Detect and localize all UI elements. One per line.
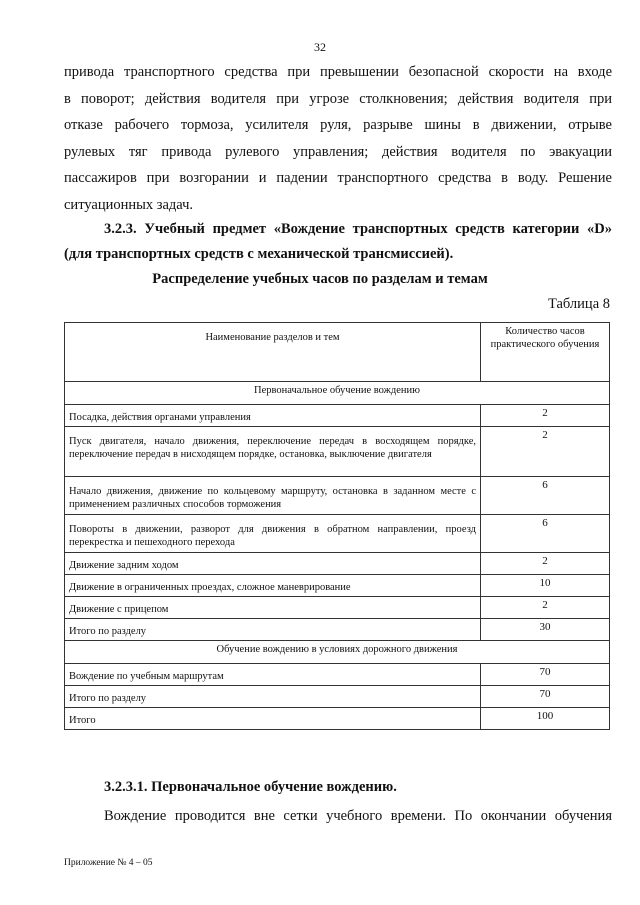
topic-name: Посадка, действия органами управления bbox=[65, 405, 481, 427]
topic-name: Движение задним ходом bbox=[65, 553, 481, 575]
subject-heading-line: (для транспортных средств с механической трансмиссией). bbox=[64, 246, 454, 262]
table-row bbox=[65, 477, 610, 515]
topic-hours: 70 bbox=[481, 686, 610, 708]
final-paragraph bbox=[64, 803, 612, 830]
section-title: Обучение вождению в условиях дорожного движения bbox=[65, 641, 610, 664]
topic-name: Пуск двигателя, начало движения, переключение передач в восходящем порядке, переключение передач в нисходящем порядке, остановка, выключение двигателя bbox=[65, 427, 481, 477]
intro-line: пассажиров при возгорании и падении транспортного средства в воду. Решение bbox=[64, 170, 612, 186]
hours-table bbox=[64, 322, 610, 730]
intro-line: в поворот; действия водителя при угрозе столкновения; действия водителя при bbox=[64, 90, 612, 107]
table-row bbox=[65, 686, 610, 708]
table-row bbox=[65, 515, 610, 553]
table-row bbox=[65, 619, 610, 641]
intro-line: привода транспортного средства при превышении безопасной скорости на входе bbox=[64, 64, 612, 80]
table-number: Таблица 8 bbox=[547, 296, 610, 312]
intro-paragraph bbox=[64, 59, 612, 218]
topic-hours: 70 bbox=[481, 664, 610, 686]
section-row bbox=[65, 641, 610, 664]
topic-hours: 6 bbox=[481, 477, 610, 515]
topic-name: Движение с прицепом bbox=[65, 597, 481, 619]
topic-hours: 2 bbox=[481, 597, 610, 619]
table-row bbox=[65, 405, 610, 427]
topic-name: Итого по разделу bbox=[65, 619, 481, 641]
table-row bbox=[65, 708, 610, 730]
header-name-cell: Наименование разделов и тем bbox=[65, 323, 481, 382]
topic-name: Вождение по учебным маршрутам bbox=[65, 664, 481, 686]
topic-hours: 2 bbox=[481, 553, 610, 575]
table-caption: Распределение учебных часов по разделам и темам bbox=[152, 271, 488, 287]
header-hours-cell: Количество часов практического обучения bbox=[481, 323, 610, 382]
topic-hours: 100 bbox=[481, 708, 610, 730]
topic-name: Итого bbox=[65, 708, 481, 730]
topic-name: Начало движения, движение по кольцевому маршруту, остановка в заданном месте с применением различных способов торможения bbox=[65, 477, 481, 515]
table-row bbox=[65, 553, 610, 575]
footer-note: Приложение № 4 – 05 bbox=[64, 858, 153, 868]
intro-line: отказе рабочего тормоза, усилителя руля, разрыве шины в движении, отрыве bbox=[64, 117, 612, 133]
subject-heading bbox=[64, 217, 612, 267]
subsection-heading: 3.2.3.1. Первоначальное обучение вождению. bbox=[104, 779, 397, 795]
table-header-row bbox=[65, 323, 610, 382]
table-row bbox=[65, 575, 610, 597]
table-row bbox=[65, 664, 610, 686]
topic-name: Повороты в движении, разворот для движения в обратном направлении, проезд перекрестка и пешеходного перехода bbox=[65, 515, 481, 553]
table-row bbox=[65, 427, 610, 477]
topic-hours: 10 bbox=[481, 575, 610, 597]
topic-hours: 2 bbox=[481, 427, 610, 477]
intro-line: рулевых тяг привода рулевого управления; действия водителя по эвакуации bbox=[64, 143, 612, 160]
topic-hours: 30 bbox=[481, 619, 610, 641]
intro-line: ситуационных задач. bbox=[64, 196, 194, 213]
table-row bbox=[65, 597, 610, 619]
topic-name: Движение в ограниченных проездах, сложное маневрирование bbox=[65, 575, 481, 597]
section-title: Первоначальное обучение вождению bbox=[65, 382, 610, 405]
topic-name: Итого по разделу bbox=[65, 686, 481, 708]
section-row bbox=[65, 382, 610, 405]
page-number: 32 bbox=[314, 40, 326, 54]
topic-hours: 6 bbox=[481, 515, 610, 553]
subject-heading-line: 3.2.3. Учебный предмет «Вождение транспортных средств категории «D» bbox=[104, 221, 612, 237]
final-line: Вождение проводится вне сетки учебного времени. По окончании обучения bbox=[104, 808, 612, 824]
topic-hours: 2 bbox=[481, 405, 610, 427]
